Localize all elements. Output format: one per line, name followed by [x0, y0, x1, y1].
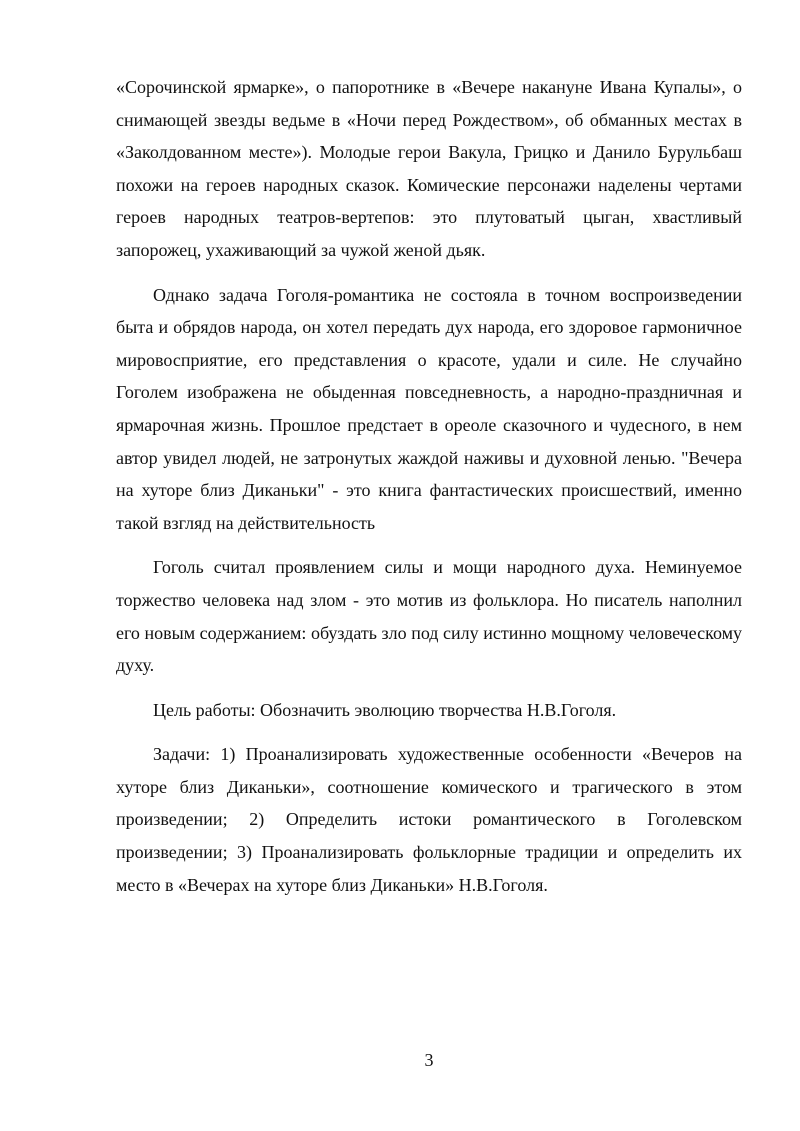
paragraph-romanticism: Однако задача Гоголя-романтика не состояла в точном воспроизведении быта и обрядов народа, он хотел передать дух народа, его здоровое гармоничное мировосприятие, его представления о красоте, удали и силе. Не случайно Гоголем изображена не обыденная повседневность, а народно-праздничная и ярмарочная жизнь. Прошлое предстает в ореоле сказочного и чудесного, в нем автор увидел людей, не затронутых жаждой наживы и духовной ленью. "Вечера на хуторе близ Диканьки" - это книга фантастических происшествий, именно такой взгляд на действительность: [116, 284, 742, 533]
paragraph-tasks: Задачи: 1) Проанализировать художественные особенности «Вечеров на хуторе близ Диканьки», соотношение комического и трагического в этом произведении; 2) Определить истоки романтического в Гоголевском произведении; 3) Проанализировать фольклорные традиции и определить их место в «Вечерах на хуторе близ Диканьки» Н.В.Гоголя.: [116, 744, 742, 895]
paragraph-folk-spirit: Гоголь считал проявлением силы и мощи народного духа. Неминуемое торжество человека над злом - это мотив из фольклора. Но писатель наполнил его новым содержанием: обуздать зло под силу истинно мощному человеческому духу.: [116, 557, 742, 676]
page-number: 3: [424, 1050, 434, 1070]
body-text: [116, 71, 742, 913]
paragraph-continuation: «Сорочинской ярмарке», о папоротнике в «Вечере накануне Ивана Купалы», о снимающей звезды ведьме в «Ночи перед Рождеством», об обманных местах в «Заколдованном месте»). Молодые герои Вакула, Грицко и Данило Бурульбаш похожи на героев народных сказок. Комические персонажи наделены чертами героев народных театров-вертепов: это плутоватый цыган, хвастливый запорожец, ухаживающий за чужой женой дьяк.: [116, 77, 742, 260]
paragraph-goal: Цель работы: Обозначить эволюцию творчества Н.В.Гоголя.: [153, 699, 617, 720]
